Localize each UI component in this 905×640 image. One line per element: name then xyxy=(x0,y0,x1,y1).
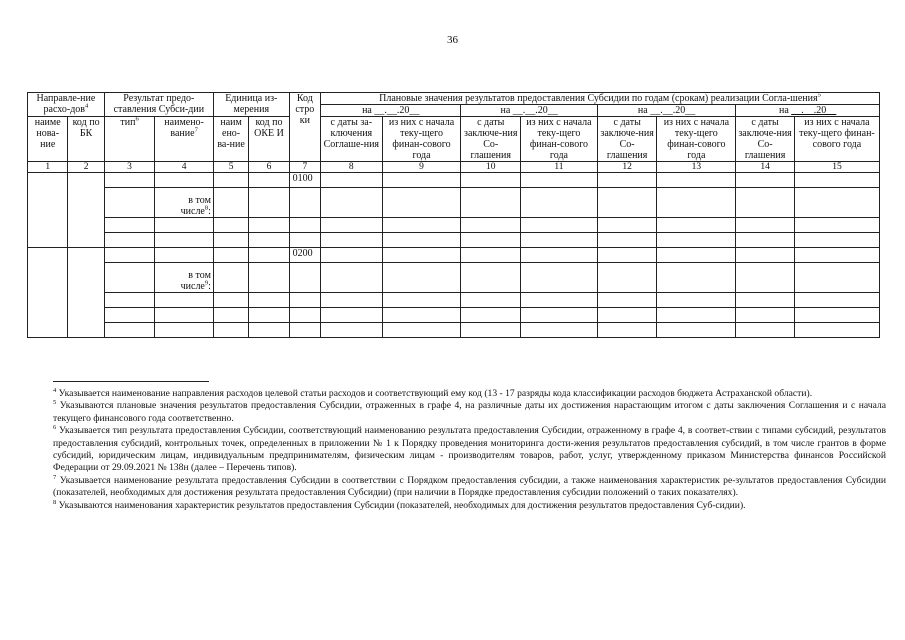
table-cell xyxy=(461,293,521,308)
table-cell xyxy=(104,188,155,218)
table-cell xyxy=(521,218,598,233)
table-cell xyxy=(382,323,461,338)
including-label: в том числе$^9$: xyxy=(155,263,214,293)
table-cell xyxy=(213,248,248,263)
table-cell xyxy=(104,248,155,263)
table-cell xyxy=(461,263,521,293)
header-since-year-1: из них с начала теку-щего финан-сового года xyxy=(382,117,461,162)
table-cell xyxy=(794,293,879,308)
page-number: 36 xyxy=(447,34,458,46)
table-cell xyxy=(104,218,155,233)
column-number: 6 xyxy=(249,162,289,173)
column-number: 9 xyxy=(382,162,461,173)
table-cell xyxy=(28,248,68,338)
header-since-year-4: из них с начала теку-щего финан-сового года xyxy=(794,117,879,162)
table-cell xyxy=(382,173,461,188)
table-cell xyxy=(461,218,521,233)
header-unit-name: наим ено-ва-ние xyxy=(213,117,248,162)
table-cell xyxy=(104,293,155,308)
table-cell xyxy=(213,263,248,293)
header-since-year-3: из них с начала теку-щего финан-сового года xyxy=(657,117,736,162)
table-cell xyxy=(736,293,795,308)
table-cell xyxy=(213,293,248,308)
table-cell xyxy=(289,293,320,308)
table-cell xyxy=(597,173,657,188)
table-cell xyxy=(461,308,521,323)
header-period-4: на __.__.20__ xyxy=(736,105,880,117)
column-number: 15 xyxy=(794,162,879,173)
table-cell xyxy=(320,218,382,233)
table-cell xyxy=(736,233,795,248)
column-number: 12 xyxy=(597,162,657,173)
header-since-year-2: из них с начала теку-щего финан-сового года xyxy=(521,117,598,162)
table-cell xyxy=(657,323,736,338)
table-cell xyxy=(382,263,461,293)
table-cell xyxy=(657,308,736,323)
footnote-5: $^5$ Указываются плановые значения результатов предоставления Субсидии, отраженных в графе 4, на различные даты их достижения нарастающим итогом с даты заключения Соглашения и с начала текущего финансового года соответственно. xyxy=(53,399,886,424)
table-cell xyxy=(597,188,657,218)
table-cell xyxy=(68,248,104,338)
header-direction: Направле-ние расхо-дов$^4$ xyxy=(28,93,105,117)
table-cell xyxy=(657,248,736,263)
table-cell xyxy=(657,263,736,293)
table-cell xyxy=(68,173,104,248)
table-cell xyxy=(597,308,657,323)
column-number: 10 xyxy=(461,162,521,173)
table-cell xyxy=(521,248,598,263)
table-cell xyxy=(249,218,289,233)
table-cell xyxy=(213,233,248,248)
column-number: 8 xyxy=(320,162,382,173)
table-cell xyxy=(461,233,521,248)
table-cell xyxy=(794,263,879,293)
header-row-1 xyxy=(28,93,880,105)
table-cell xyxy=(657,218,736,233)
table-cell xyxy=(794,323,879,338)
table-cell xyxy=(461,248,521,263)
table-cell xyxy=(794,173,879,188)
header-planned-values: Плановые значения результатов предоставления Субсидии по годам (срокам) реализации Согла-шения$^5$ xyxy=(320,93,879,105)
table-cell xyxy=(521,293,598,308)
table-cell xyxy=(104,233,155,248)
including-label: в том числе$^8$: xyxy=(155,188,214,218)
column-numbers-row xyxy=(28,162,880,173)
header-direction-name: наиме нова-ние xyxy=(28,117,68,162)
column-number: 3 xyxy=(104,162,155,173)
table-cell xyxy=(657,188,736,218)
table-cell xyxy=(461,188,521,218)
table-cell xyxy=(521,188,598,218)
footnote-8: $^8$ Указываются наименования характеристик результатов предоставления Субсидии (показателей, необходимых для достижения результатов предоставления Суб-сидии). xyxy=(53,498,746,511)
table-cell xyxy=(794,248,879,263)
header-period-3: на __.__.20__ xyxy=(597,105,735,117)
table-cell xyxy=(382,188,461,218)
table-cell xyxy=(597,233,657,248)
table-cell xyxy=(597,323,657,338)
table-cell xyxy=(28,173,68,248)
table-cell xyxy=(104,173,155,188)
table-cell xyxy=(155,323,214,338)
column-number: 13 xyxy=(657,162,736,173)
header-since-agreement-2: с даты заключе-ния Со-глашения xyxy=(461,117,521,162)
line-code-cell: 0100 xyxy=(289,173,320,188)
table-row xyxy=(28,323,880,338)
table-row xyxy=(28,218,880,233)
footnotes xyxy=(53,388,886,512)
table-cell xyxy=(155,248,214,263)
table-cell xyxy=(289,233,320,248)
table-cell xyxy=(104,308,155,323)
table-cell xyxy=(320,233,382,248)
table-cell xyxy=(213,323,248,338)
column-number: 5 xyxy=(213,162,248,173)
column-number: 11 xyxy=(521,162,598,173)
table-cell xyxy=(461,173,521,188)
column-number: 4 xyxy=(155,162,214,173)
table-row xyxy=(28,248,880,263)
table-row xyxy=(28,188,880,218)
table-cell xyxy=(289,188,320,218)
table-cell xyxy=(597,218,657,233)
table-cell xyxy=(213,218,248,233)
table-cell xyxy=(736,263,795,293)
table-cell xyxy=(521,323,598,338)
table-row xyxy=(28,233,880,248)
table-cell xyxy=(736,218,795,233)
table-cell xyxy=(320,188,382,218)
table-cell xyxy=(597,248,657,263)
header-since-agreement-1: с даты за-ключения Соглаше-ния xyxy=(320,117,382,162)
table-cell xyxy=(155,233,214,248)
table-cell xyxy=(320,293,382,308)
table-row xyxy=(28,263,880,293)
table-cell xyxy=(382,308,461,323)
header-since-agreement-3: с даты заключе-ния Со-глашения xyxy=(597,117,657,162)
table-cell xyxy=(521,233,598,248)
table-cell xyxy=(320,173,382,188)
table-cell xyxy=(155,308,214,323)
header-unit-code: код по ОКЕ И xyxy=(249,117,289,162)
table-row xyxy=(28,173,880,188)
header-result-name: наимено-вание$^7$ xyxy=(155,117,214,162)
table-cell xyxy=(155,173,214,188)
footnote-7: $^7$ Указывается наименование результата предоставления Субсидии в соответствии с Порядком предоставления субсидии, а также наименования характеристик ре-зультатов предоставления Субсидии (показателей, необходимых для достижения результата предоставления Субсидии) (при наличии в Порядке предоставления субсидии положений о таких показателях). xyxy=(53,473,886,499)
table-cell xyxy=(736,173,795,188)
table-cell xyxy=(382,233,461,248)
header-result: Результат предо-ставления Субси-дии xyxy=(104,93,213,117)
table-cell xyxy=(249,233,289,248)
table-cell xyxy=(382,218,461,233)
table-cell xyxy=(213,188,248,218)
table-cell xyxy=(104,323,155,338)
table-cell xyxy=(736,323,795,338)
table-cell xyxy=(794,233,879,248)
table-cell xyxy=(736,188,795,218)
line-code-cell: 0200 xyxy=(289,248,320,263)
table-cell xyxy=(794,188,879,218)
table-cell xyxy=(382,293,461,308)
header-period-1: на __.__.20__ xyxy=(320,105,460,117)
table-cell xyxy=(657,233,736,248)
footnote-6: $^6$ Указывается тип результата предоставления Субсидии, соответствующий наименованию результата предоставления Субсидии, отраженному в графе 4, в соответ-ствии с типами субсидий, результатов предоставления субсидий, контрольных точек, определенных в приложении № 1 к Порядку проведения мониторинга дости-жения результатов предоставления субсидий, в том числе грантов в форме субсидий, юридическим лицам, индивидуальным предпринимателям, физическим лицам - производителям товаров, работ, услуг, утвержденному приказом Министерства финансов Российской Федерации от 29.09.2021 № 138н (далее – Перечень типов). xyxy=(53,424,886,474)
table-cell xyxy=(289,218,320,233)
table-cell xyxy=(249,293,289,308)
header-unit: Единица из-мерения xyxy=(213,93,289,117)
footnote-4: $^4$ Указывается наименование направления расходов целевой статьи расходов и соответствующий ему код (13 - 17 разряды кода классификации расходов бюджета Астраханской области). xyxy=(53,386,813,399)
table-cell xyxy=(213,308,248,323)
table-cell xyxy=(249,173,289,188)
column-number: 1 xyxy=(28,162,68,173)
header-period-2: на __.__.20__ xyxy=(461,105,597,117)
table-cell xyxy=(597,293,657,308)
table-cell xyxy=(320,248,382,263)
table-cell xyxy=(597,263,657,293)
table-cell xyxy=(155,293,214,308)
table-cell xyxy=(320,308,382,323)
subsidy-results-table xyxy=(27,92,880,338)
footnote-separator xyxy=(53,381,209,382)
table-row xyxy=(28,293,880,308)
table-cell xyxy=(320,323,382,338)
table-cell xyxy=(521,308,598,323)
header-since-agreement-4: с даты заключе-ния Со-глашения xyxy=(736,117,795,162)
table-cell xyxy=(794,218,879,233)
table-cell xyxy=(521,173,598,188)
table-cell xyxy=(382,248,461,263)
table-cell xyxy=(289,323,320,338)
table-cell xyxy=(320,263,382,293)
table-cell xyxy=(521,263,598,293)
table-cell xyxy=(289,308,320,323)
column-number: 14 xyxy=(736,162,795,173)
table-cell xyxy=(249,308,289,323)
header-result-type: тип$^6$ xyxy=(104,117,155,162)
column-number: 2 xyxy=(68,162,104,173)
table-cell xyxy=(461,323,521,338)
table-cell xyxy=(736,248,795,263)
column-number: 7 xyxy=(289,162,320,173)
table-cell xyxy=(249,323,289,338)
table-cell xyxy=(104,263,155,293)
table-row xyxy=(28,308,880,323)
header-line-code: Код стро ки xyxy=(289,93,320,162)
table-cell xyxy=(657,173,736,188)
table-cell xyxy=(213,173,248,188)
table-cell xyxy=(249,263,289,293)
table-cell xyxy=(794,308,879,323)
header-direction-code: код по БК xyxy=(68,117,104,162)
table-cell xyxy=(249,188,289,218)
table-cell xyxy=(289,263,320,293)
table-cell xyxy=(736,308,795,323)
header-row-3 xyxy=(28,117,880,162)
table-cell xyxy=(657,293,736,308)
table-cell xyxy=(249,248,289,263)
table-cell xyxy=(155,218,214,233)
